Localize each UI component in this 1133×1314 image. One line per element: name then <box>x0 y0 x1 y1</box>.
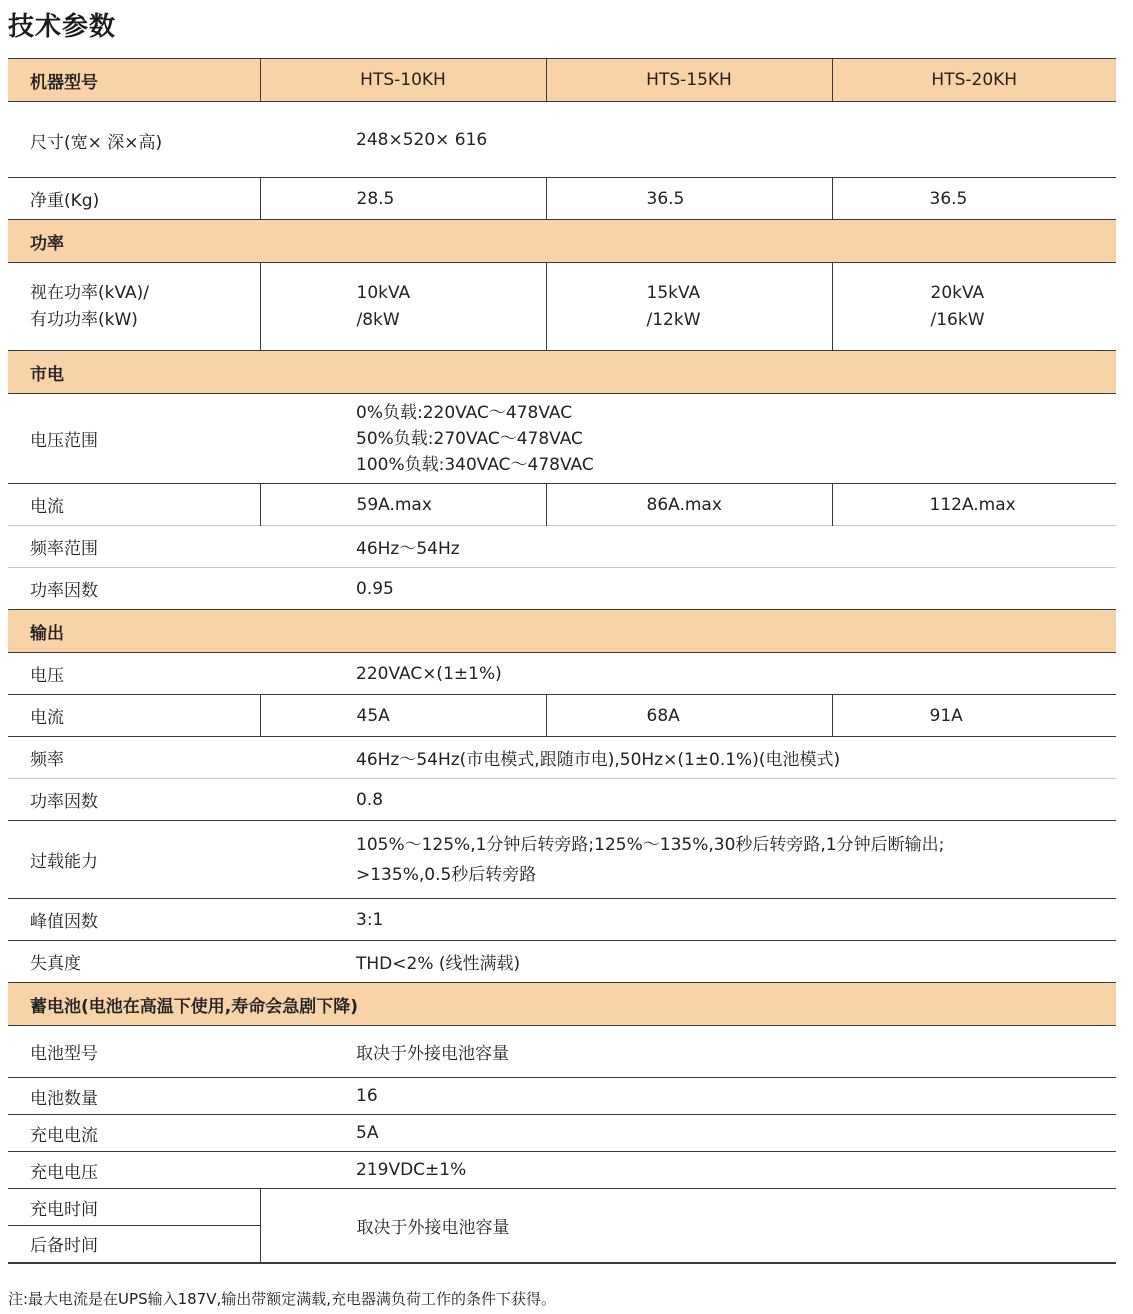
mains-current-value: 86A.max <box>546 484 832 526</box>
section-output <box>8 610 1116 653</box>
weight-value: 36.5 <box>546 178 832 220</box>
section-battery <box>8 983 1116 1026</box>
charge-voltage-row <box>8 1152 1116 1189</box>
charge-current-value: 5A <box>260 1115 1116 1152</box>
output-current-value: 68A <box>546 695 832 737</box>
charge-current-row <box>8 1115 1116 1152</box>
section-title: 功率 <box>8 220 1116 263</box>
output-frequency-value: 46Hz～54Hz(市电模式,跟随市电),50Hz×(1±0.1%)(电池模式) <box>260 737 1116 779</box>
power-label <box>8 263 260 351</box>
crest-factor-row <box>8 899 1116 941</box>
output-current-label: 电流 <box>8 695 260 737</box>
overload-value <box>260 821 1116 899</box>
output-current-value: 45A <box>260 695 546 737</box>
section-power <box>8 220 1116 263</box>
mains-current-row <box>8 484 1116 526</box>
mains-current-value: 112A.max <box>832 484 1116 526</box>
overload-label: 过载能力 <box>8 821 260 899</box>
model-name: HTS-15KH <box>546 59 832 102</box>
power-value <box>832 263 1116 351</box>
output-frequency-label: 频率 <box>8 737 260 779</box>
battery-count-label: 电池数量 <box>8 1078 260 1115</box>
overload-line: >135%,0.5秒后转旁路 <box>356 864 537 885</box>
output-voltage-value: 220VAC×(1±1%) <box>260 653 1116 695</box>
model-header-row <box>8 59 1116 102</box>
battery-type-label: 电池型号 <box>8 1026 260 1078</box>
section-mains <box>8 351 1116 394</box>
power-value-line: /8kW <box>356 309 400 330</box>
model-name: HTS-10KH <box>260 59 546 102</box>
mains-freq-range-row <box>8 526 1116 568</box>
section-title: 市电 <box>8 351 1116 394</box>
crest-factor-label: 峰值因数 <box>8 899 260 941</box>
weight-row <box>8 178 1116 220</box>
output-power-factor-label: 功率因数 <box>8 779 260 821</box>
size-value: 248×520× 616 <box>260 102 1116 178</box>
section-title: 输出 <box>8 610 1116 653</box>
power-label-line: 有功功率(kW) <box>30 309 138 330</box>
output-power-factor-value: 0.8 <box>260 779 1116 821</box>
voltage-range-line: 100%负载:340VAC～478VAC <box>356 454 594 475</box>
distortion-row <box>8 941 1116 983</box>
weight-value: 28.5 <box>260 178 546 220</box>
output-voltage-row <box>8 653 1116 695</box>
power-value-line: 15kVA <box>646 282 701 303</box>
model-header-label: 机器型号 <box>8 59 260 102</box>
power-row <box>8 263 1116 351</box>
output-current-value: 91A <box>832 695 1116 737</box>
charge-voltage-label: 充电电压 <box>8 1152 260 1189</box>
output-voltage-label: 电压 <box>8 653 260 695</box>
power-value-line: /12kW <box>646 309 701 330</box>
power-value-line: 10kVA <box>356 282 411 303</box>
output-frequency-row <box>8 737 1116 779</box>
charge-voltage-value: 219VDC±1% <box>260 1152 1116 1189</box>
power-value <box>260 263 546 351</box>
model-name: HTS-20KH <box>832 59 1116 102</box>
distortion-label: 失真度 <box>8 941 260 983</box>
mains-voltage-range-row <box>8 394 1116 484</box>
power-value-line: /16kW <box>930 309 985 330</box>
mains-power-factor-row <box>8 568 1116 610</box>
voltage-range-line: 0%负载:220VAC～478VAC <box>356 402 573 423</box>
freq-range-value: 46Hz～54Hz <box>260 526 1116 568</box>
power-value <box>546 263 832 351</box>
mains-current-value: 59A.max <box>260 484 546 526</box>
mains-power-factor-value: 0.95 <box>260 568 1116 610</box>
weight-label: 净重(Kg) <box>8 178 260 220</box>
battery-count-value: 16 <box>260 1078 1116 1115</box>
charge-time-row <box>8 1189 1116 1226</box>
spec-table <box>8 58 1116 1264</box>
voltage-range-line: 50%负载:270VAC～478VAC <box>356 428 583 449</box>
size-label: 尺寸(宽× 深×高) <box>8 102 260 178</box>
mains-current-label: 电流 <box>8 484 260 526</box>
mains-power-factor-label: 功率因数 <box>8 568 260 610</box>
power-label-line: 视在功率(kVA)/ <box>30 282 150 303</box>
charge-current-label: 充电电流 <box>8 1115 260 1152</box>
battery-type-row <box>8 1026 1116 1078</box>
distortion-value: THD<2% (线性满载) <box>260 941 1116 983</box>
crest-factor-value: 3:1 <box>260 899 1116 941</box>
battery-type-value: 取决于外接电池容量 <box>260 1026 1116 1078</box>
freq-range-label: 频率范围 <box>8 526 260 568</box>
size-row <box>8 102 1116 178</box>
overload-line: 105%～125%,1分钟后转旁路;125%～135%,30秒后转旁路,1分钟后断输出; <box>356 834 945 855</box>
voltage-range-label: 电压范围 <box>8 394 260 484</box>
page-title: 技术参数 <box>8 12 117 42</box>
section-title: 蓄电池(电池在高温下使用,寿命会急剧下降) <box>8 983 1116 1026</box>
voltage-range-value <box>260 394 1116 484</box>
weight-value: 36.5 <box>832 178 1116 220</box>
battery-count-row <box>8 1078 1116 1115</box>
output-current-row <box>8 695 1116 737</box>
charge-time-label: 充电时间 <box>8 1189 260 1226</box>
time-value: 取决于外接电池容量 <box>260 1189 1116 1263</box>
backup-time-label: 后备时间 <box>8 1226 260 1263</box>
footnote: 注:最大电流是在UPS输入187V,输出带额定满载,充电器满负荷工作的条件下获得。 <box>8 1290 557 1308</box>
overload-row <box>8 821 1116 899</box>
power-value-line: 20kVA <box>930 282 985 303</box>
output-power-factor-row <box>8 779 1116 821</box>
